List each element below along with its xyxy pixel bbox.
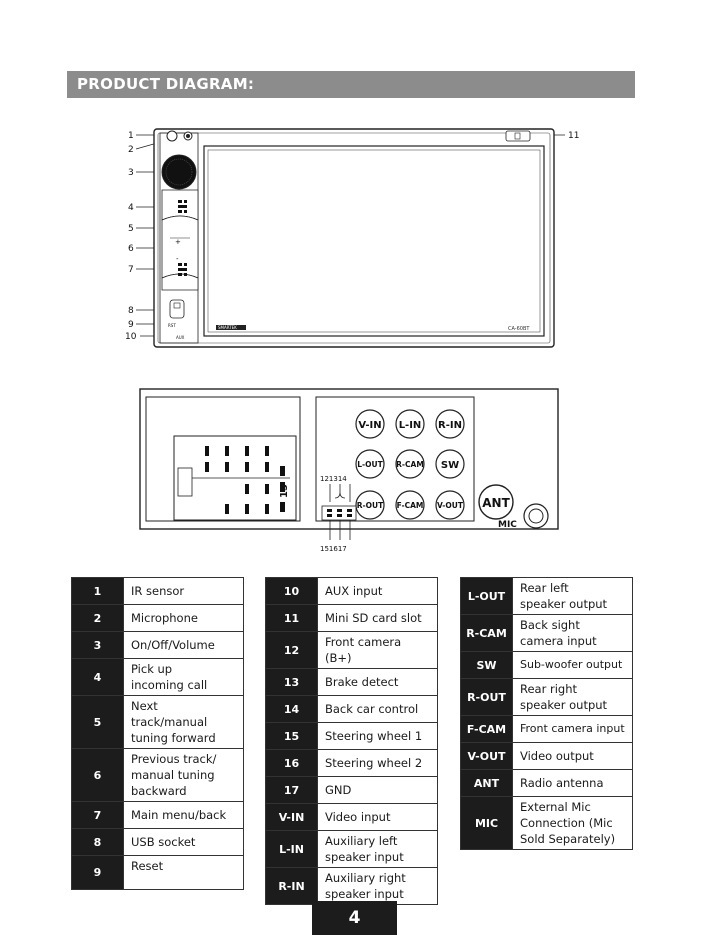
- row-value: IR sensor: [124, 578, 244, 605]
- port-r-out: R-OUT: [356, 501, 384, 510]
- row-key: 5: [72, 696, 124, 749]
- callout-7: 7: [128, 265, 134, 275]
- table-row: [461, 743, 633, 770]
- row-key: F-CAM: [461, 716, 513, 743]
- table-row: [266, 777, 438, 804]
- screen-brand-left: SMARTEK: [218, 325, 237, 330]
- row-key: SW: [461, 652, 513, 679]
- screen-model-right: CA-60BT: [508, 326, 530, 332]
- callout-4: 4: [128, 203, 134, 213]
- port-ant: ANT: [482, 496, 510, 510]
- row-value: AUX input: [318, 578, 438, 605]
- label-15: 15: [279, 484, 290, 498]
- legend-table-middle: [265, 577, 438, 905]
- legend-table-right: [460, 577, 633, 850]
- row-value: Auxiliary left speaker input: [318, 831, 438, 868]
- table-row: [461, 770, 633, 797]
- row-value: Radio antenna: [513, 770, 633, 797]
- row-value: Steering wheel 2: [318, 750, 438, 777]
- port-v-in: V-IN: [358, 420, 382, 431]
- table-row: [72, 696, 244, 749]
- port-r-cam: R-CAM: [396, 460, 424, 469]
- table-row: [72, 856, 244, 890]
- row-key: L-IN: [266, 831, 318, 868]
- table-row: [266, 605, 438, 632]
- table-row: [266, 804, 438, 831]
- row-key: 4: [72, 659, 124, 696]
- row-key: 17: [266, 777, 318, 804]
- legend-table-left: [71, 577, 244, 890]
- row-key: 12: [266, 632, 318, 669]
- row-key: 11: [266, 605, 318, 632]
- table-row: [72, 829, 244, 856]
- svg-text:-: -: [176, 255, 179, 263]
- table-row: [266, 831, 438, 868]
- table-row: [461, 578, 633, 615]
- row-key: 14: [266, 696, 318, 723]
- row-value: Previous track/ manual tuning backward: [124, 749, 244, 802]
- table-row: [266, 669, 438, 696]
- row-value: Main menu/back: [124, 802, 244, 829]
- callout-5: 5: [128, 224, 134, 234]
- row-key: R-OUT: [461, 679, 513, 716]
- row-value: Brake detect: [318, 669, 438, 696]
- table-row: [72, 632, 244, 659]
- table-row: [72, 749, 244, 802]
- rst-label: RST: [168, 323, 176, 328]
- callout-9: 9: [128, 320, 134, 330]
- row-value: Sub-woofer output: [513, 652, 633, 679]
- row-value: Rear right speaker output: [513, 679, 633, 716]
- callout-1: 1: [128, 131, 134, 141]
- callout-8: 8: [128, 306, 134, 316]
- row-value: Video output: [513, 743, 633, 770]
- table-row: [461, 797, 633, 850]
- port-l-out: L-OUT: [357, 460, 383, 469]
- row-key: MIC: [461, 797, 513, 850]
- row-key: R-CAM: [461, 615, 513, 652]
- row-key: R-IN: [266, 868, 318, 905]
- section-header: PRODUCT DIAGRAM:: [67, 71, 635, 98]
- table-row: [266, 723, 438, 750]
- row-value: Auxiliary right speaker input: [318, 868, 438, 905]
- pins-top-label: 121314: [320, 475, 347, 483]
- port-l-in: L-IN: [398, 420, 422, 431]
- display-screen: [204, 146, 544, 336]
- table-row: [72, 659, 244, 696]
- row-key: V-IN: [266, 804, 318, 831]
- row-value: USB socket: [124, 829, 244, 856]
- row-key: 10: [266, 578, 318, 605]
- pins-bottom-label: 151617: [320, 545, 347, 553]
- row-value: Next track/manual tuning forward: [124, 696, 244, 749]
- table-row: [72, 578, 244, 605]
- callout-3: 3: [128, 168, 134, 178]
- row-value: Front camera (B+): [318, 632, 438, 669]
- port-v-out: V-OUT: [437, 501, 463, 510]
- callout-11: 11: [568, 131, 580, 141]
- row-key: 9: [72, 856, 124, 890]
- front-panel-diagram: [110, 120, 590, 350]
- row-value: Back car control: [318, 696, 438, 723]
- row-value: Microphone: [124, 605, 244, 632]
- row-key: 13: [266, 669, 318, 696]
- table-row: [266, 696, 438, 723]
- row-value: Video input: [318, 804, 438, 831]
- port-sw: SW: [440, 460, 460, 471]
- row-key: L-OUT: [461, 578, 513, 615]
- table-row: [266, 750, 438, 777]
- row-value: Mini SD card slot: [318, 605, 438, 632]
- row-value: On/Off/Volume: [124, 632, 244, 659]
- row-key: ANT: [461, 770, 513, 797]
- port-r-in: R-IN: [438, 420, 462, 431]
- callout-6: 6: [128, 244, 134, 254]
- table-row: [72, 605, 244, 632]
- volume-knob: [162, 155, 196, 189]
- row-key: 7: [72, 802, 124, 829]
- row-key: V-OUT: [461, 743, 513, 770]
- table-row: [461, 652, 633, 679]
- row-key: 3: [72, 632, 124, 659]
- row-key: 8: [72, 829, 124, 856]
- table-row: [461, 679, 633, 716]
- row-value: Back sight camera input: [513, 615, 633, 652]
- table-row: [72, 802, 244, 829]
- table-row: [461, 615, 633, 652]
- svg-text:+: +: [175, 238, 181, 246]
- row-key: 1: [72, 578, 124, 605]
- rear-panel-diagram: [130, 380, 570, 560]
- row-value: External Mic Connection (Mic Sold Separately): [513, 797, 633, 850]
- row-value: Steering wheel 1: [318, 723, 438, 750]
- port-mic: MIC: [498, 520, 517, 530]
- row-key: 2: [72, 605, 124, 632]
- row-key: 16: [266, 750, 318, 777]
- callout-2: 2: [128, 145, 134, 155]
- page-number: 4: [312, 901, 397, 935]
- row-value: Front camera input: [513, 716, 633, 743]
- callout-10: 10: [125, 332, 137, 342]
- aux-label: AUX: [176, 335, 185, 340]
- row-value: Reset: [124, 856, 244, 890]
- table-row: [266, 632, 438, 669]
- port-f-cam: F-CAM: [396, 501, 424, 510]
- table-row: [266, 578, 438, 605]
- table-row: [461, 716, 633, 743]
- row-value: Pick up incoming call: [124, 659, 244, 696]
- row-value: Rear left speaker output: [513, 578, 633, 615]
- row-key: 6: [72, 749, 124, 802]
- row-value: GND: [318, 777, 438, 804]
- row-key: 15: [266, 723, 318, 750]
- table-row: [266, 868, 438, 905]
